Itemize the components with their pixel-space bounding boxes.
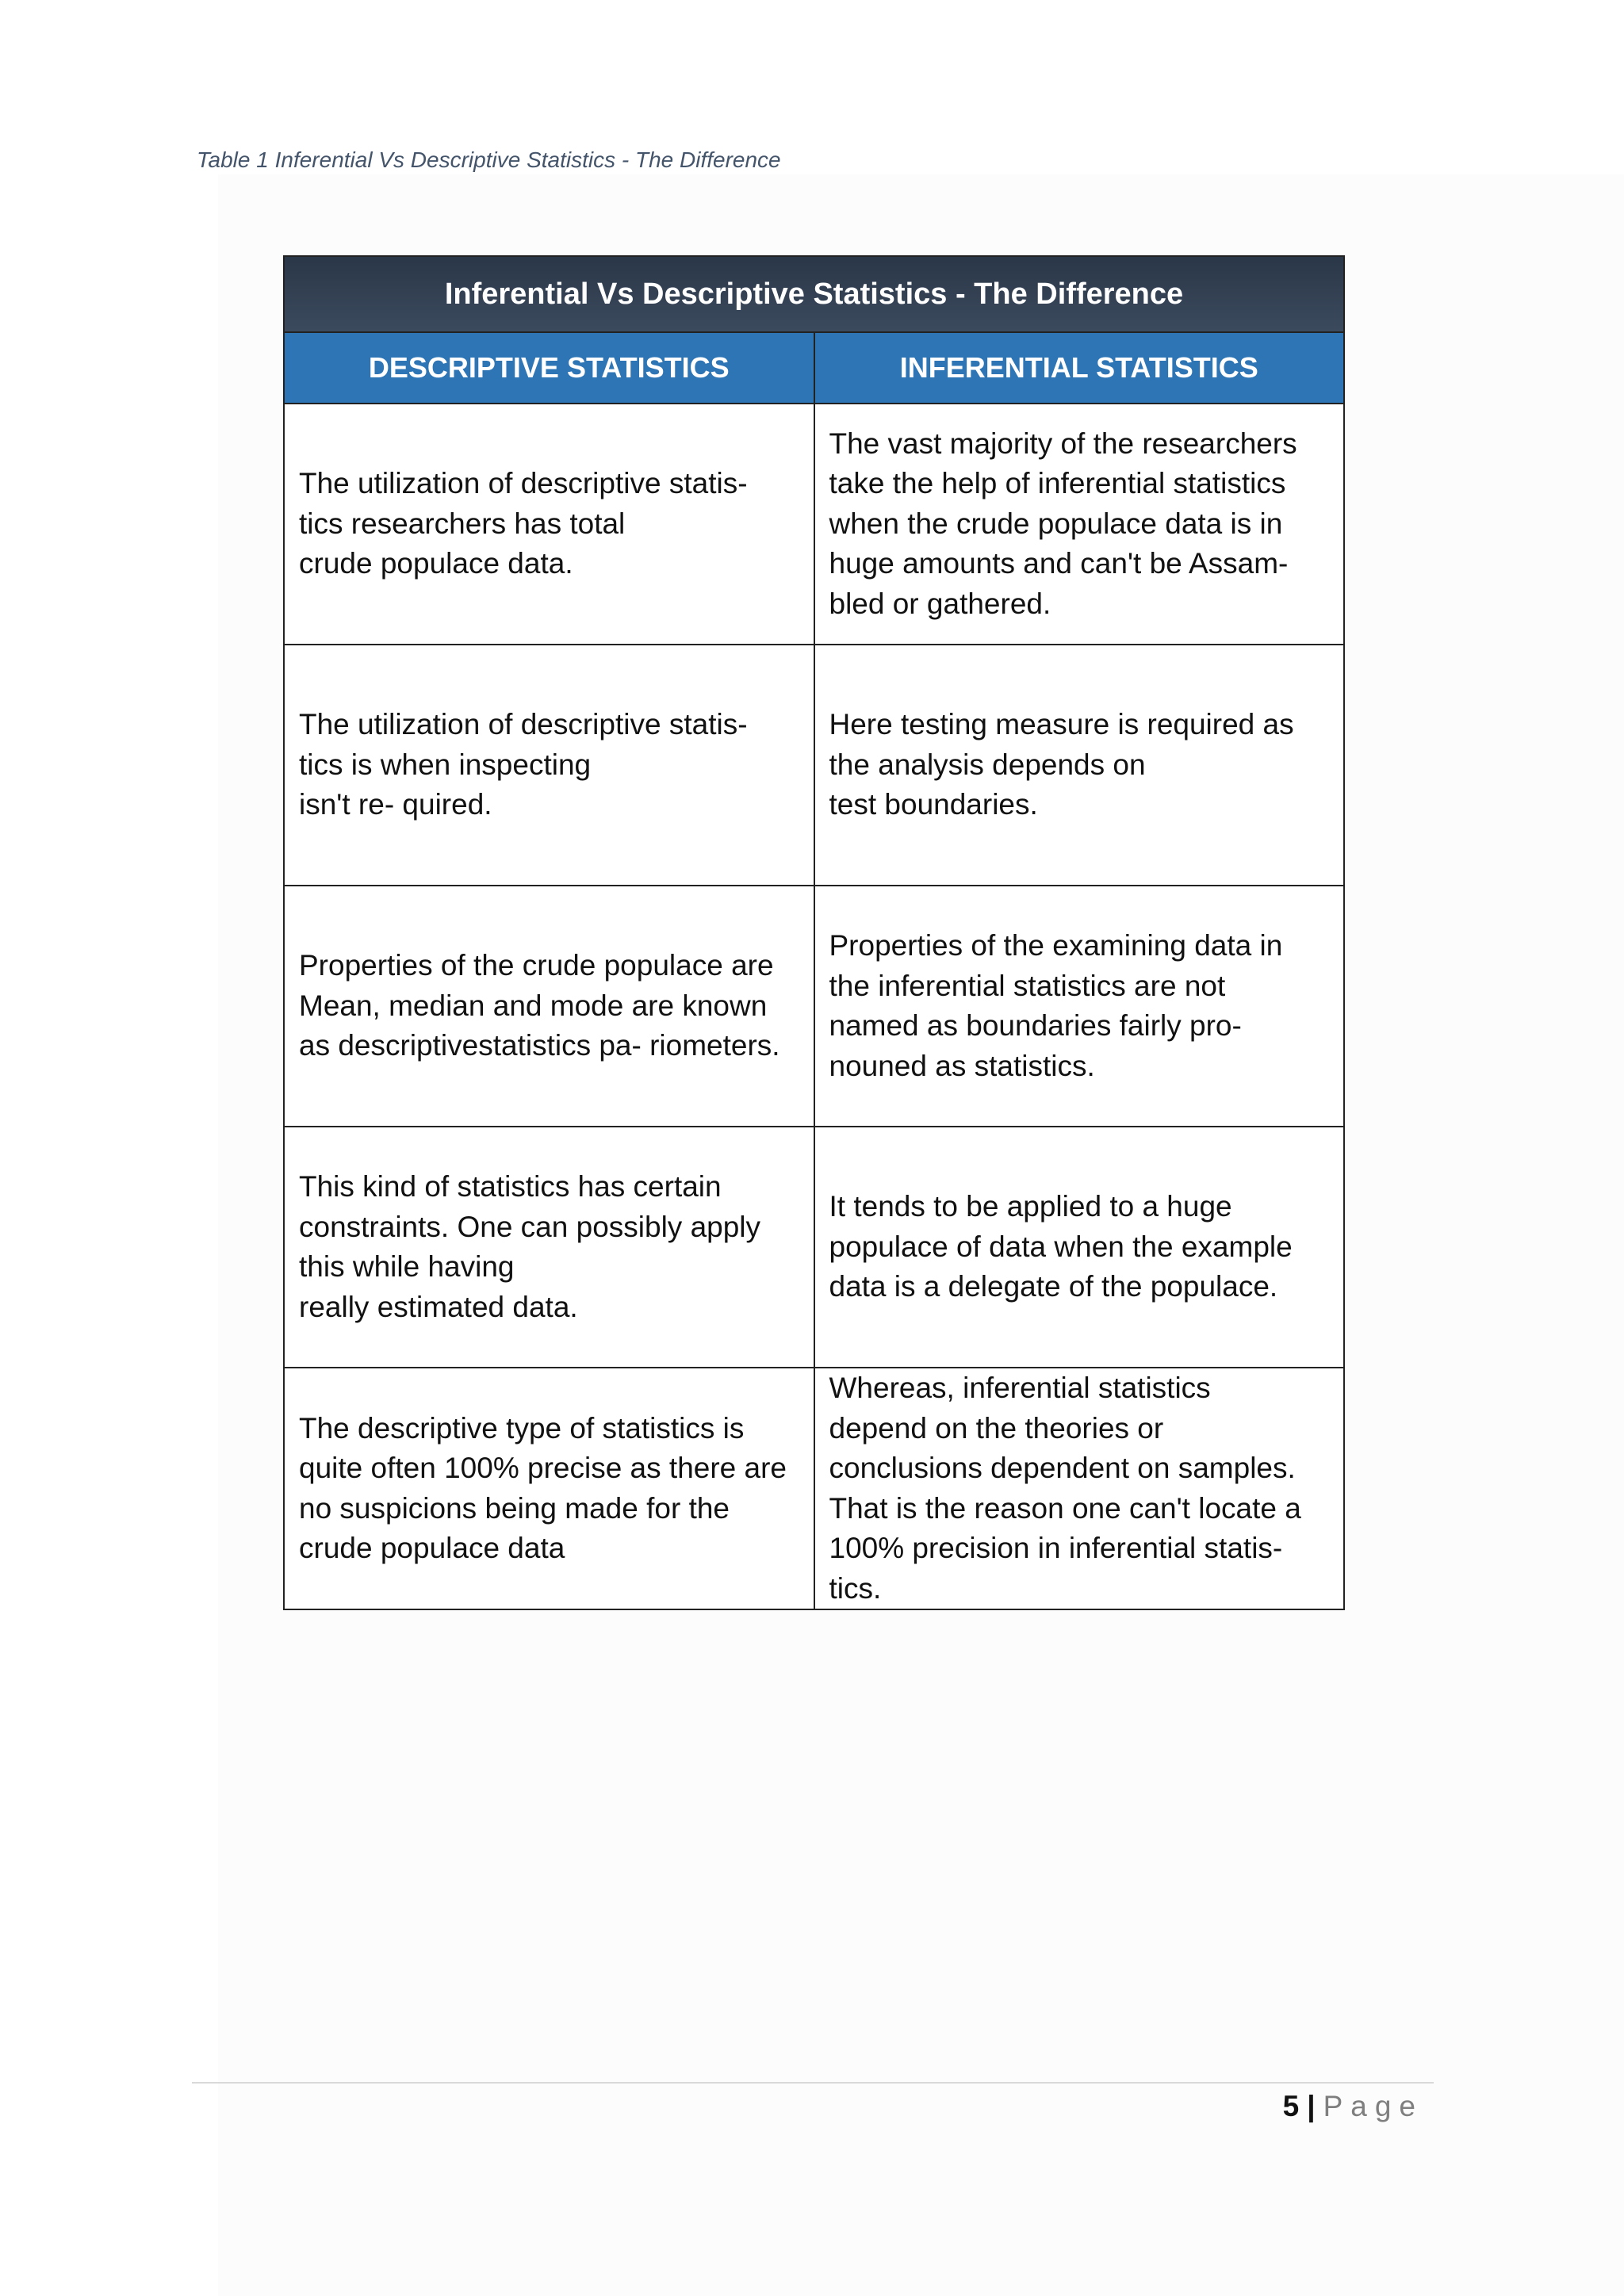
descriptive-cell: The utilization of descriptive statis- tics researchers has total crude populace data.: [284, 404, 814, 645]
table-caption: Table 1 Inferential Vs Descriptive Statistics - The Difference: [197, 147, 781, 172]
comparison-table-container: [283, 255, 1345, 1610]
header-inferential: INFERENTIAL STATISTICS: [814, 332, 1345, 404]
descriptive-cell: This kind of statistics has certain constraints. One can possibly apply this while having really estimated data.: [284, 1127, 814, 1368]
descriptive-cell: The utilization of descriptive statis- tics is when inspecting isn't re- quired.: [284, 645, 814, 886]
inferential-cell: Properties of the examining data in the inferential statistics are not named as boundaries fairly pro- nouned as statistics.: [814, 886, 1345, 1127]
page-number: 5: [1282, 2090, 1300, 2122]
footer-divider: [192, 2082, 1434, 2084]
inferential-cell: The vast majority of the researchers take the help of inferential statistics when the crude populace data is in huge amounts and can't be Assam- bled or gathered.: [814, 404, 1345, 645]
inferential-cell: Whereas, inferential statistics depend on the theories or conclusions dependent on samples. That is the reason one can't locate a 100% precision in inferential statis- tics.: [814, 1368, 1345, 1609]
table-row: [284, 1368, 1344, 1609]
page-separator: |: [1307, 2090, 1316, 2122]
table-title-row: [284, 256, 1344, 332]
page-label: Page: [1323, 2090, 1423, 2122]
inferential-cell: It tends to be applied to a huge populace of data when the example data is a delegate of the populace.: [814, 1127, 1345, 1368]
table-title: Inferential Vs Descriptive Statistics - The Difference: [284, 256, 1344, 332]
descriptive-cell: Properties of the crude populace are Mean, median and mode are known as descriptivestatistics pa- riometers.: [284, 886, 814, 1127]
table-row: [284, 645, 1344, 886]
header-descriptive: DESCRIPTIVE STATISTICS: [284, 332, 814, 404]
table-row: [284, 1127, 1344, 1368]
page-footer: [1283, 2090, 1423, 2123]
inferential-cell: Here testing measure is required as the analysis depends on test boundaries.: [814, 645, 1345, 886]
descriptive-cell: The descriptive type of statistics is quite often 100% precise as there are no suspicions being made for the crude populace data: [284, 1368, 814, 1609]
table-row: [284, 404, 1344, 645]
table-header-row: [284, 332, 1344, 404]
comparison-table: [283, 255, 1345, 1610]
table-row: [284, 886, 1344, 1127]
